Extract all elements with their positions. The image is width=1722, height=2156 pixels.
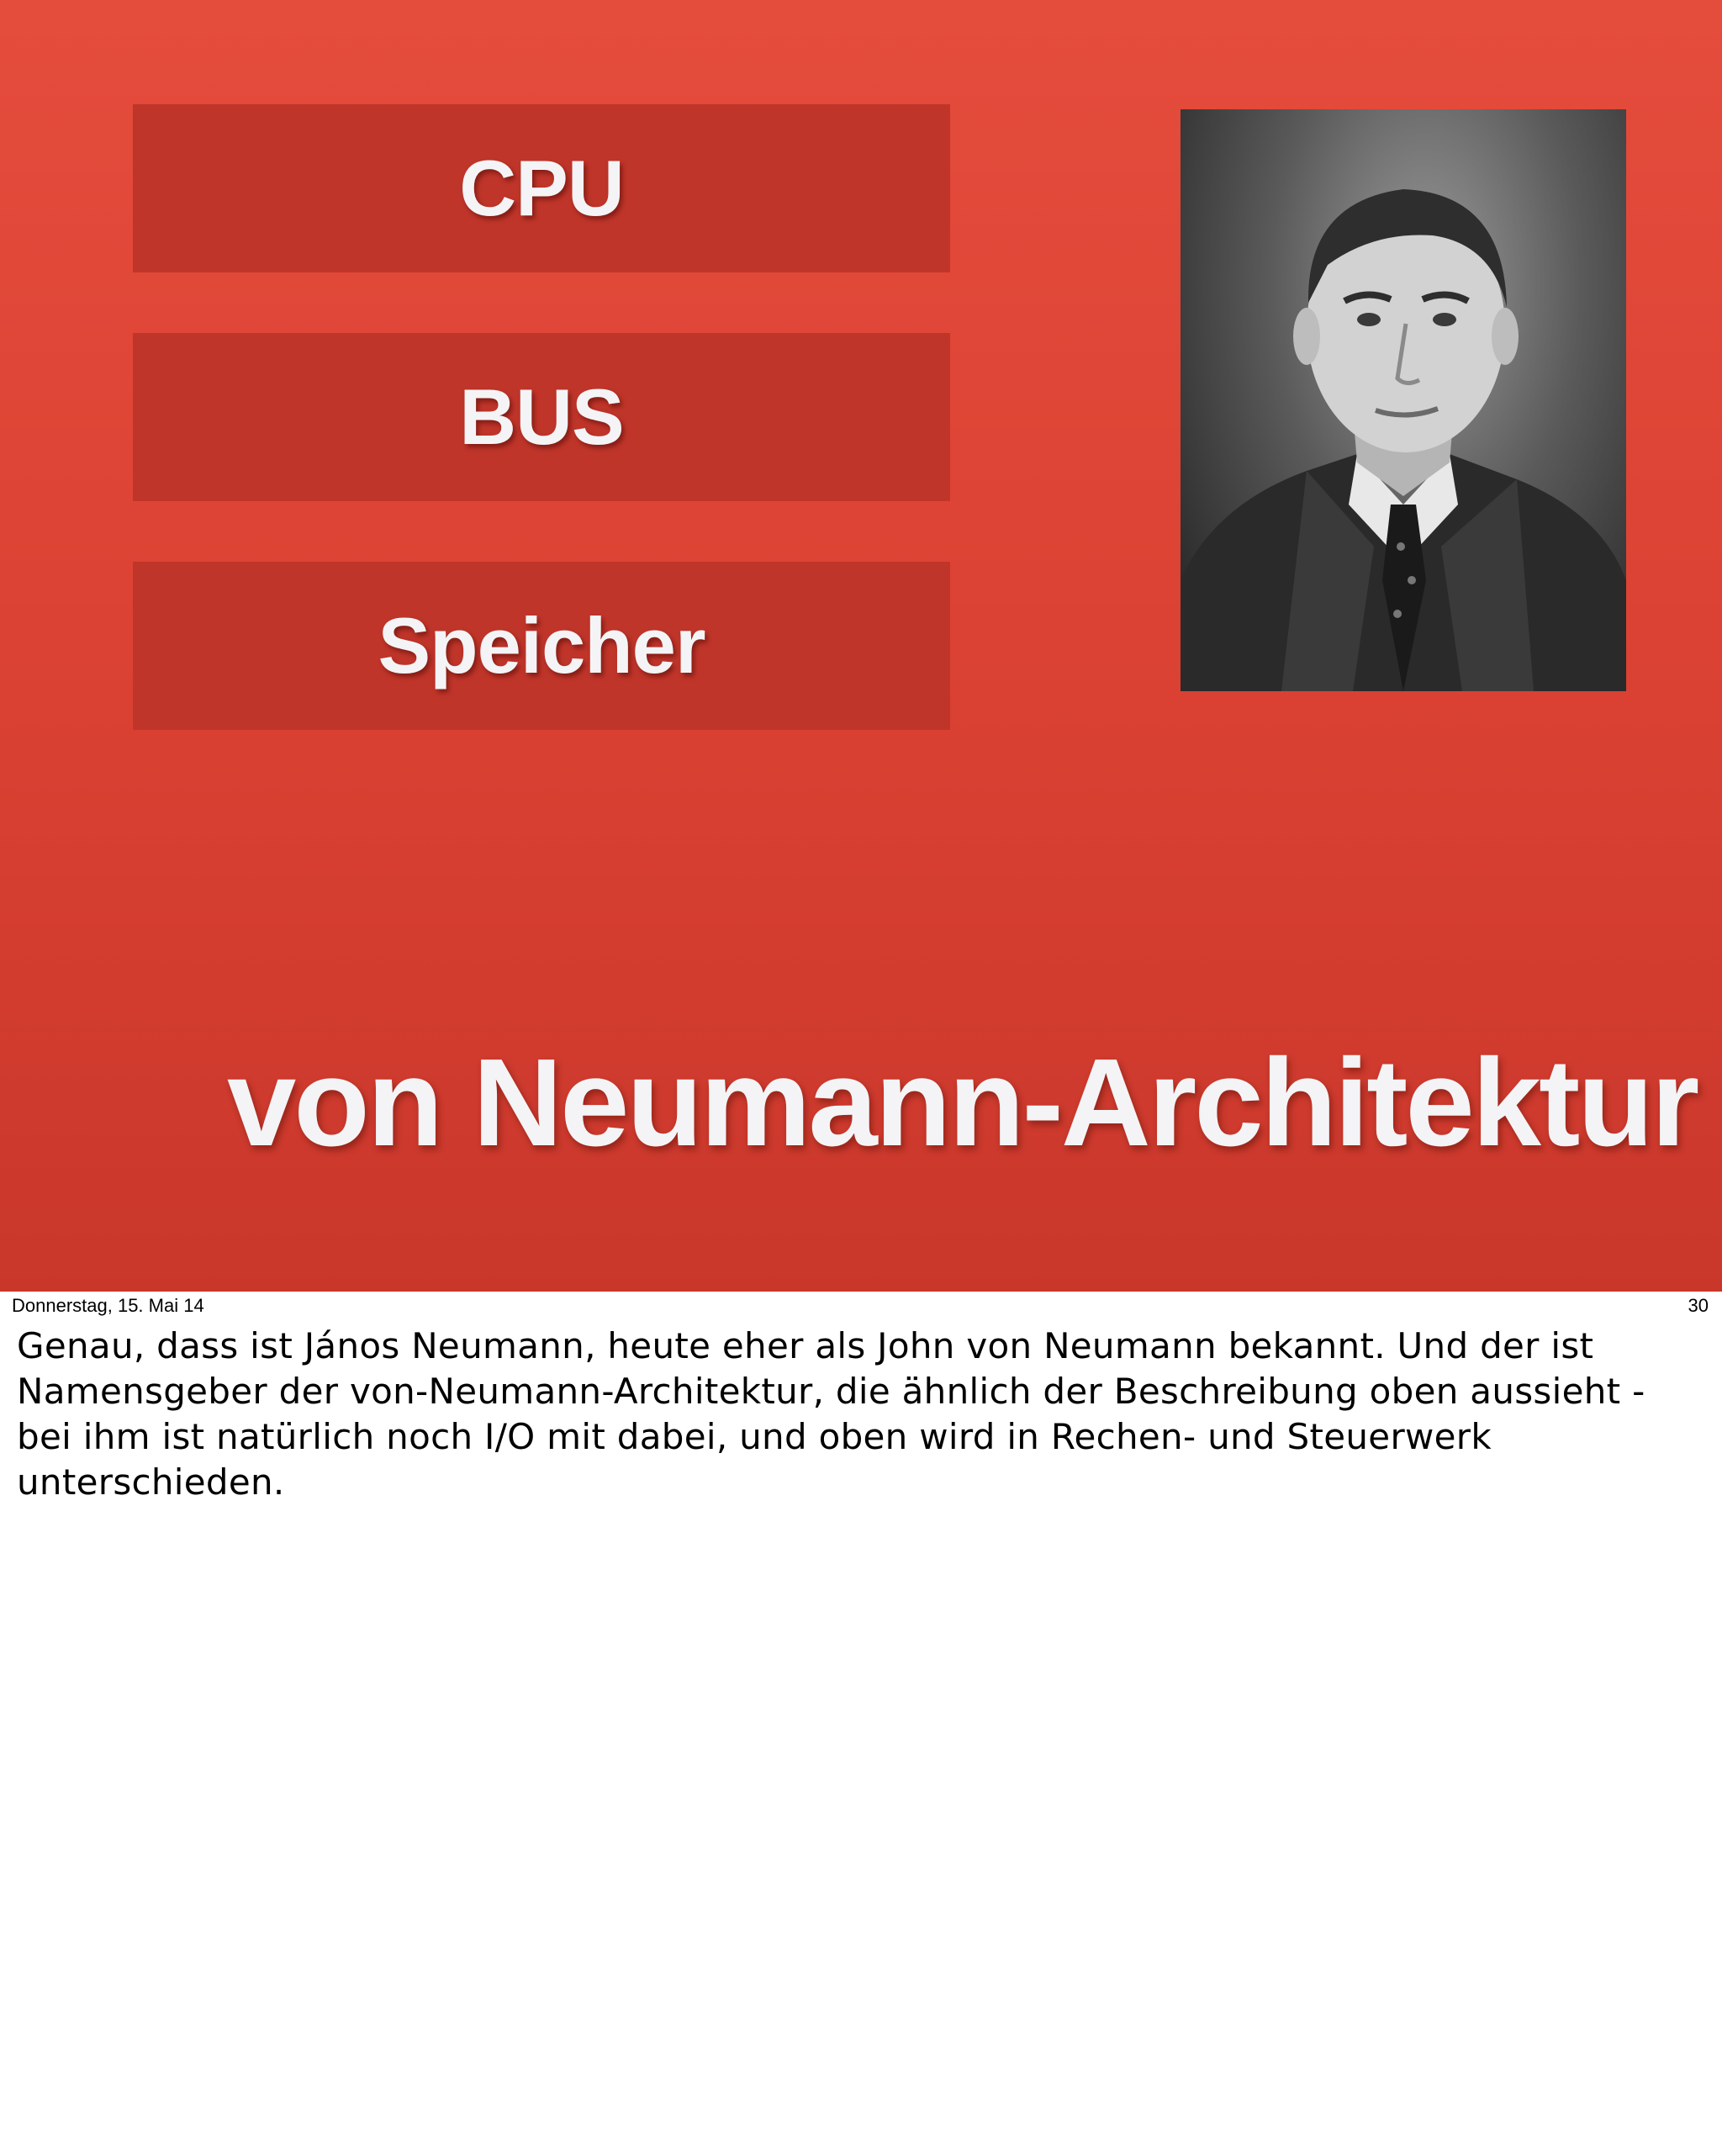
footer-date: Donnerstag, 15. Mai 14 <box>12 1295 204 1316</box>
page-number: 30 <box>1688 1295 1709 1316</box>
slide-title: von Neumann-Architektur <box>227 1033 1698 1172</box>
bus-label: BUS <box>459 373 624 461</box>
bus-box <box>133 333 950 501</box>
cpu-label: CPU <box>459 144 624 232</box>
speaker-notes: Genau, dass ist János Neumann, heute eher als John von Neumann bekannt. Und der ist Namensgeber der von-Neumann-Architektur, die ähnlich der Beschreibung oben aussieht - bei ihm ist natürlich noch I/O mit dabei, und oben wird in Rechen- und Steuerwerk unterschieden. <box>17 1325 1645 1503</box>
speicher-box <box>133 562 950 730</box>
cpu-box <box>133 104 950 272</box>
portrait-photo-icon <box>1181 109 1626 691</box>
speicher-label: Speicher <box>378 601 705 690</box>
